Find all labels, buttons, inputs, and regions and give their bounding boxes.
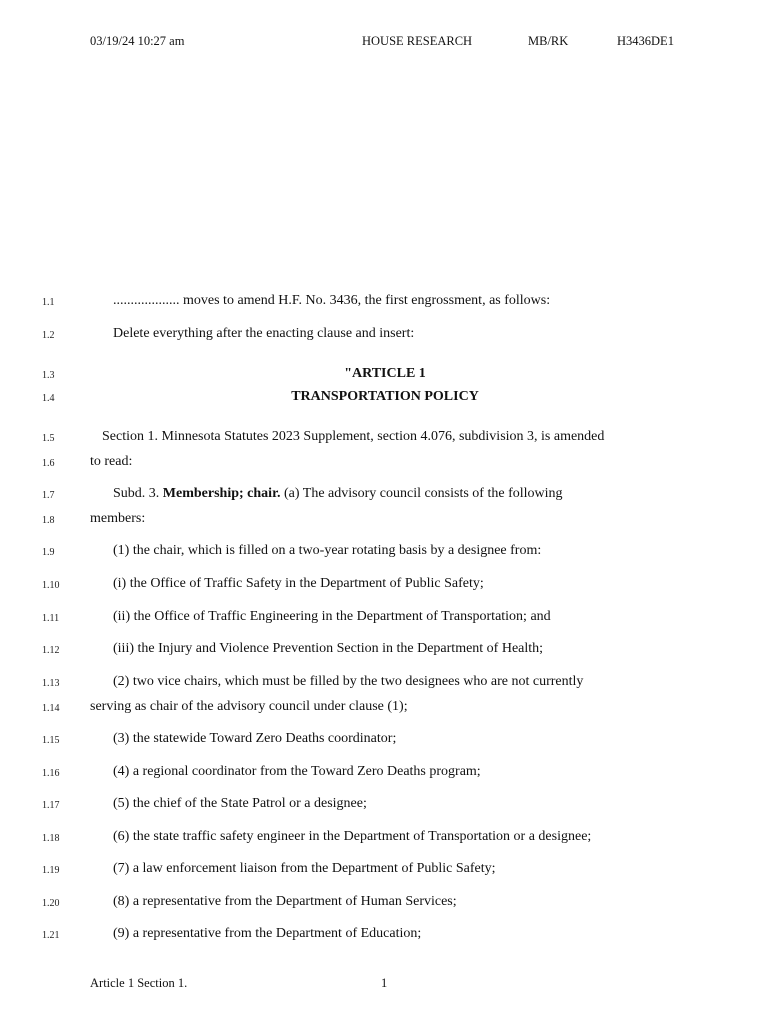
line-number: 1.7	[42, 490, 55, 501]
line-number: 1.13	[42, 678, 60, 689]
line-number: 1.6	[42, 458, 55, 469]
line-text: ................... moves to amend H.F. No. 3436, the first engrossment, as follows:	[113, 293, 551, 308]
line-number: 1.10	[42, 580, 60, 591]
line-number: 1.19	[42, 865, 60, 876]
line-text: (5) the chief of the State Patrol or a designee;	[113, 796, 367, 811]
line-number: 1.20	[42, 898, 60, 909]
line-number: 1.17	[42, 800, 60, 811]
header-doc-id: H3436DE1	[617, 34, 674, 48]
line-number: 1.2	[42, 330, 55, 341]
header-initials: MB/RK	[528, 34, 569, 48]
line-text: (iii) the Injury and Violence Prevention Section in the Department of Health;	[113, 641, 544, 656]
line-text: (2) two vice chairs, which must be filled by the two designees who are not currently	[113, 674, 584, 689]
line-number: 1.21	[42, 930, 60, 941]
line-number: 1.8	[42, 515, 55, 526]
line-text: to read:	[90, 454, 133, 469]
article-heading: "ARTICLE 1	[344, 366, 426, 381]
line-text: (1) the chair, which is filled on a two-year rotating basis by a designee from:	[113, 543, 542, 558]
header-office: HOUSE RESEARCH	[362, 34, 473, 48]
line-text: (6) the state traffic safety engineer in the Department of Transportation or a designee;	[113, 829, 592, 844]
line-text	[113, 486, 563, 502]
line-number: 1.9	[42, 547, 55, 558]
line-number: 1.18	[42, 833, 60, 844]
line-text: Section 1. Minnesota Statutes 2023 Supplement, section 4.076, subdivision 3, is amended	[102, 429, 605, 444]
line-text: (7) a law enforcement liaison from the Department of Public Safety;	[113, 861, 496, 876]
line-number: 1.11	[42, 613, 60, 624]
subdivision-heading: Membership; chair.	[162, 486, 281, 501]
subdivision-text: (a) The advisory council consists of the following	[280, 486, 563, 501]
line-text: (3) the statewide Toward Zero Deaths coordinator;	[113, 731, 397, 746]
line-text: (4) a regional coordinator from the Toward Zero Deaths program;	[113, 764, 481, 779]
line-text: (9) a representative from the Department of Education;	[113, 926, 422, 941]
subdivision-prefix: Subd. 3.	[113, 486, 163, 501]
page-number: 1	[381, 976, 388, 990]
line-number: 1.16	[42, 768, 60, 779]
line-number: 1.3	[42, 370, 55, 381]
header-timestamp: 03/19/24 10:27 am	[90, 34, 185, 48]
line-text: serving as chair of the advisory council under clause (1);	[90, 699, 408, 714]
line-number: 1.4	[42, 393, 55, 404]
line-text: (ii) the Office of Traffic Engineering in the Department of Transportation; and	[113, 609, 551, 624]
line-number: 1.14	[42, 703, 60, 714]
line-text: members:	[90, 511, 146, 526]
line-number: 1.12	[42, 645, 60, 656]
line-number: 1.5	[42, 433, 55, 444]
line-number: 1.15	[42, 735, 60, 746]
footer-section: Article 1 Section 1.	[90, 976, 188, 990]
line-text: Delete everything after the enacting clause and insert:	[113, 326, 415, 341]
line-number: 1.1	[42, 297, 55, 308]
article-title: TRANSPORTATION POLICY	[291, 389, 479, 404]
line-text: (i) the Office of Traffic Safety in the Department of Public Safety;	[113, 576, 484, 591]
line-text: (8) a representative from the Department of Human Services;	[113, 894, 457, 909]
